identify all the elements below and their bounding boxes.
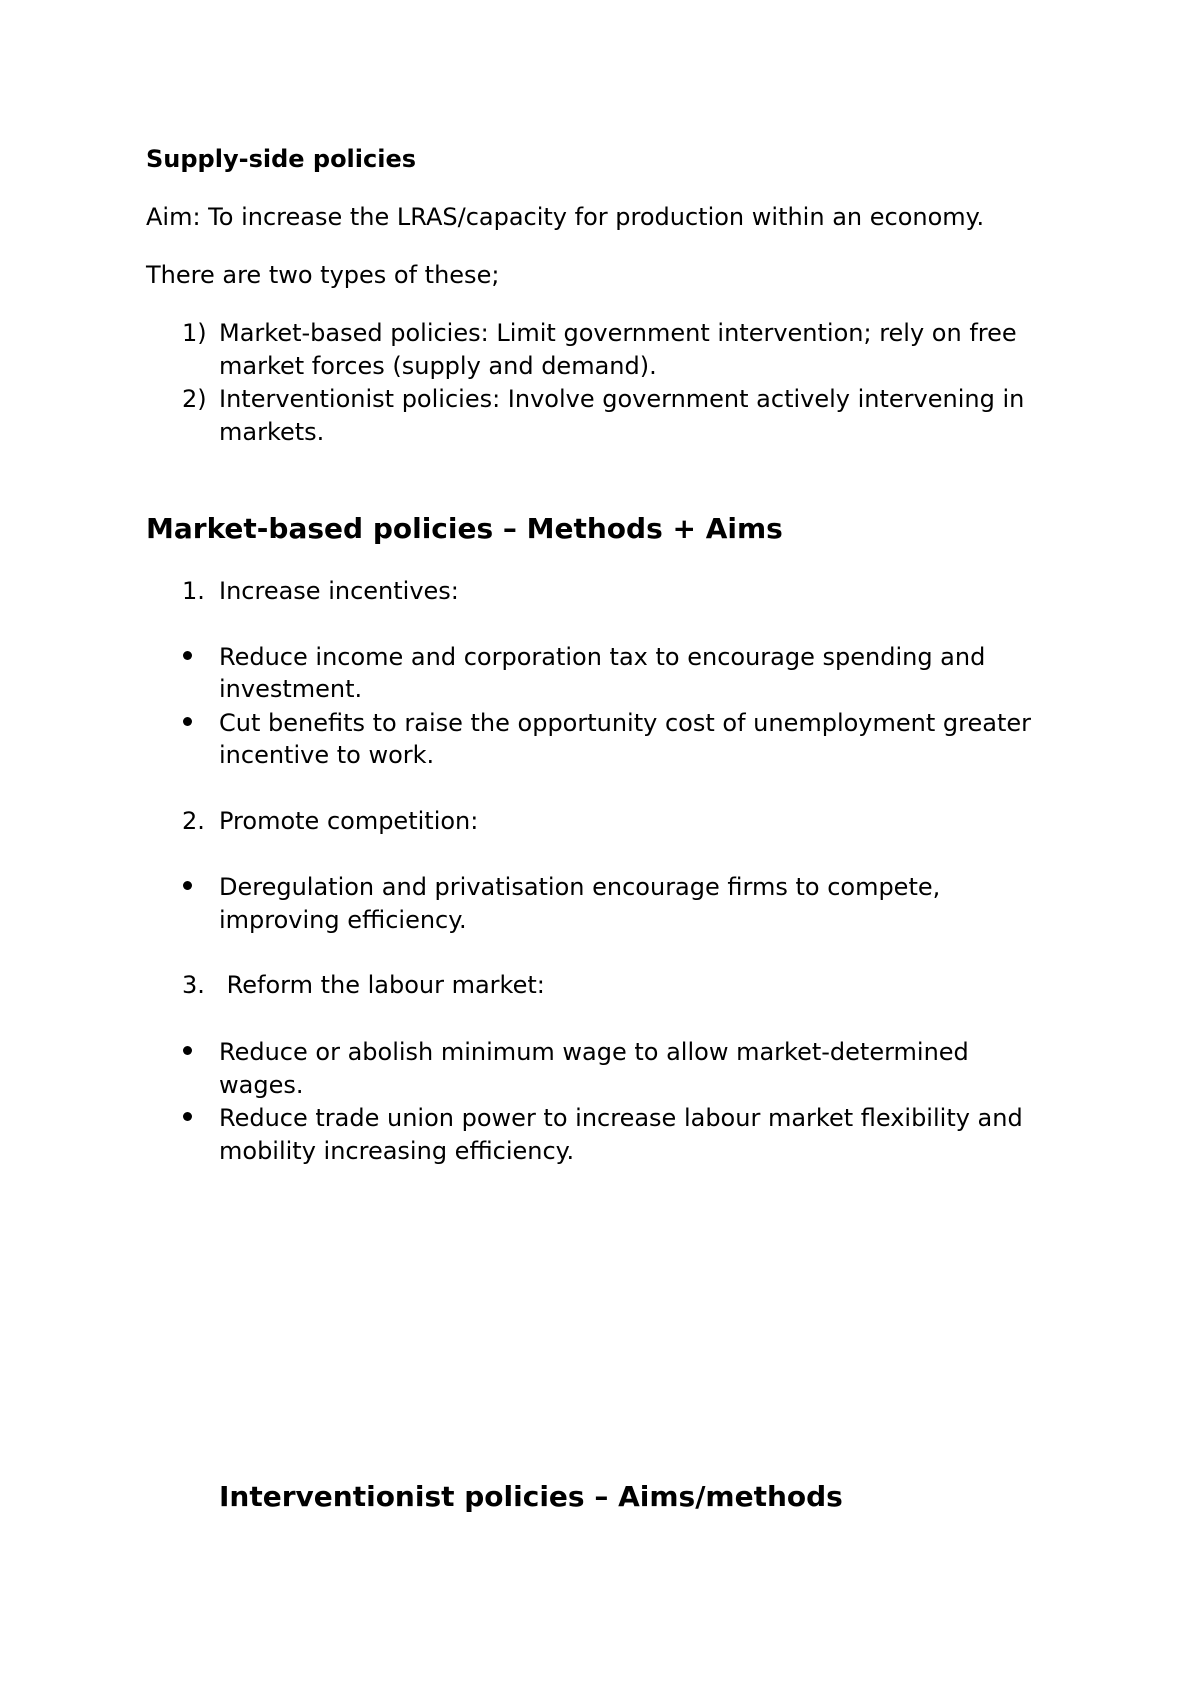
aim-text: Aim: To increase the LRAS/capacity for production within an economy. (146, 203, 985, 231)
bullet-text: Reduce trade union power to increase labour market flexibility and (219, 1104, 1023, 1132)
section-heading: Market-based policies – Methods + Aims (146, 512, 783, 545)
section-heading: Interventionist policies – Aims/methods (219, 1480, 843, 1513)
bullet-icon (183, 651, 192, 660)
types-intro: There are two types of these; (146, 261, 500, 289)
bullet-icon (183, 1112, 192, 1121)
method-label: Reform the labour market: (219, 971, 545, 999)
list-marker: 2. (182, 807, 205, 835)
document-title: Supply-side policies (146, 145, 417, 173)
bullet-text: Reduce or abolish minimum wage to allow market-determined (219, 1038, 969, 1066)
bullet-text: Reduce income and corporation tax to encourage spending and (219, 643, 986, 671)
bullet-icon (183, 1046, 192, 1055)
bullet-text: improving efficiency. (219, 906, 467, 934)
bullet-text: Cut benefits to raise the opportunity cost of unemployment greater (219, 709, 1031, 737)
list-marker: 3. (182, 971, 205, 999)
list-item-text: markets. (219, 418, 325, 446)
list-item-text: Interventionist policies: Involve government actively intervening in (219, 385, 1025, 413)
list-marker: 1) (182, 319, 207, 347)
bullet-text: mobility increasing efficiency. (219, 1137, 575, 1165)
list-item-text: market forces (supply and demand). (219, 352, 657, 380)
bullet-icon (183, 881, 192, 890)
bullet-icon (183, 717, 192, 726)
bullet-text: wages. (219, 1071, 304, 1099)
method-label: Promote competition: (219, 807, 479, 835)
list-item-text: Market-based policies: Limit government intervention; rely on free (219, 319, 1017, 347)
method-label: Increase incentives: (219, 577, 459, 605)
bullet-text: Deregulation and privatisation encourage firms to compete, (219, 873, 941, 901)
list-marker: 1. (182, 577, 205, 605)
bullet-text: incentive to work. (219, 741, 435, 769)
list-marker: 2) (182, 385, 207, 413)
bullet-text: investment. (219, 675, 363, 703)
